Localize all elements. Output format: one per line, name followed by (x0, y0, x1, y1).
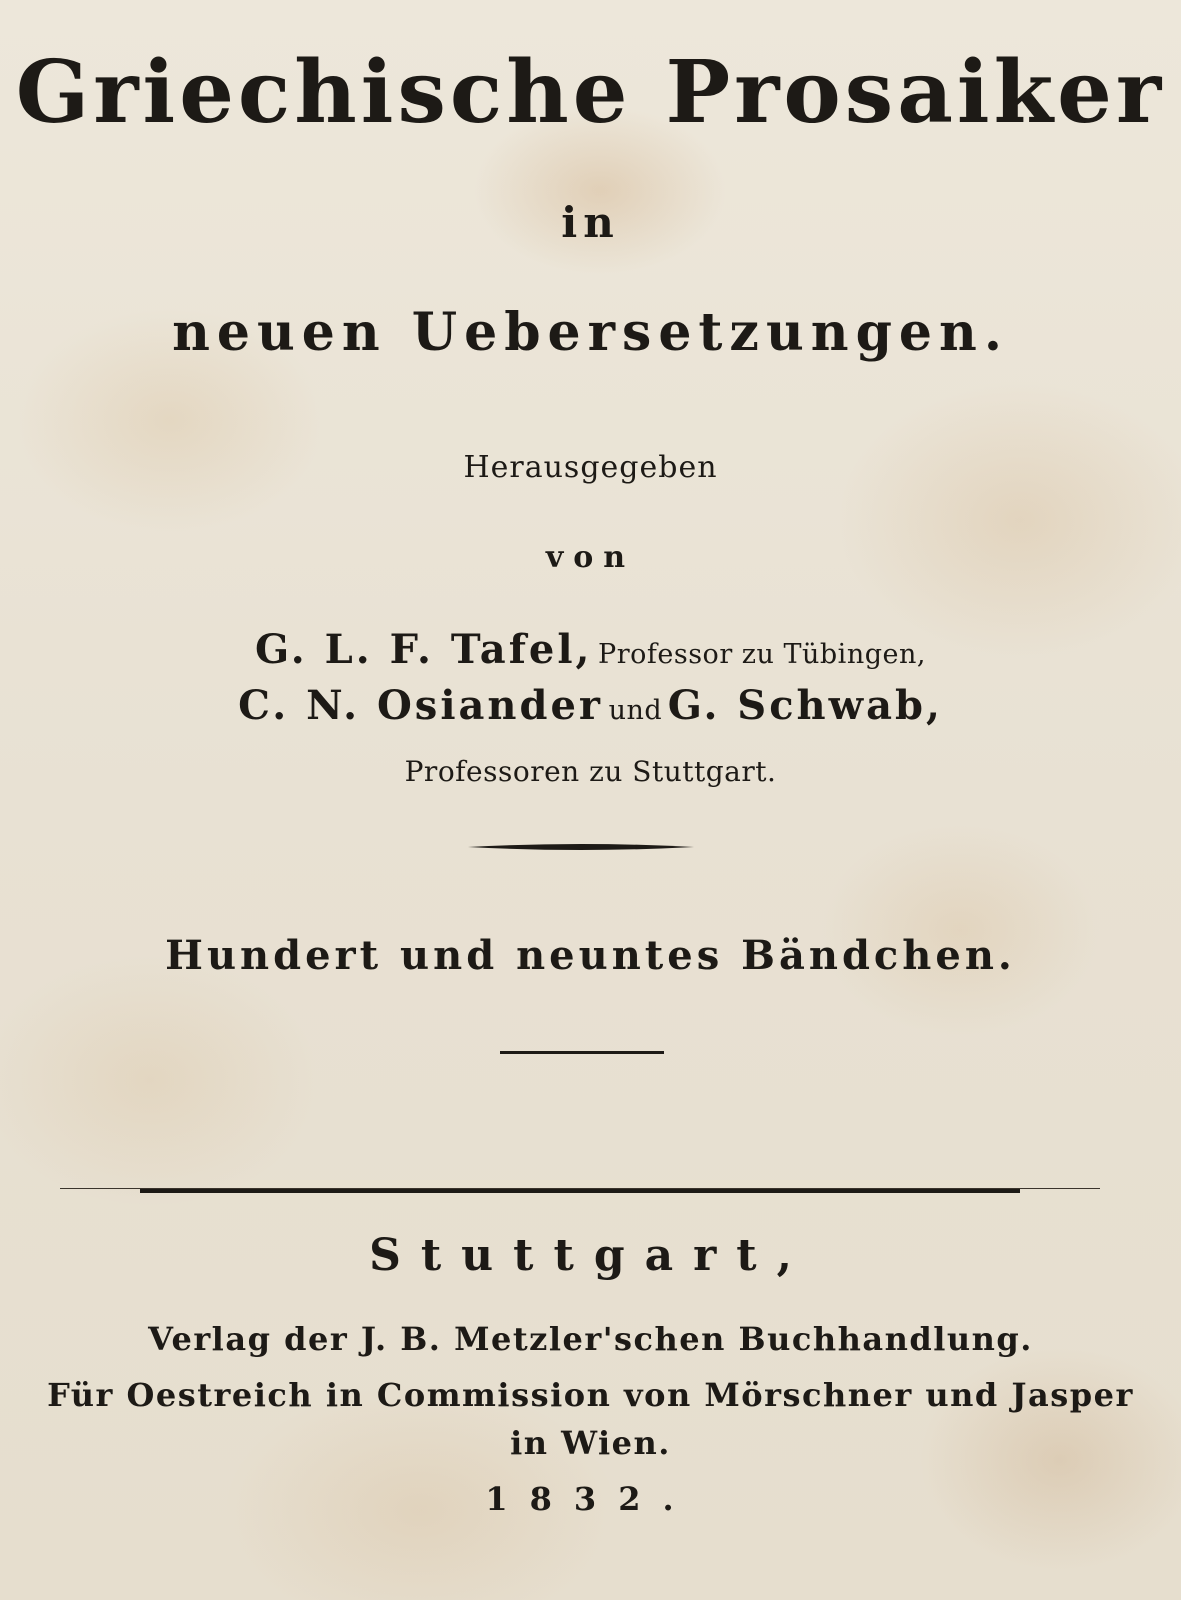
commission-line: Für Oestreich in Commission von Mörschner und Jasper (47, 1376, 1134, 1414)
editor-line-2 (0, 680, 1181, 740)
book-title: Griechische Prosaiker (15, 42, 1166, 143)
editor-2-name: C. N. Osiander (238, 682, 603, 729)
editors-affiliation: Professoren zu Stuttgart. (404, 755, 777, 788)
editor-3-name: G. Schwab, (667, 682, 943, 729)
commission-place: in Wien. (510, 1424, 671, 1462)
volume-number: Hundert und neuntes Bändchen. (165, 932, 1016, 979)
publication-city: Stuttgart, (369, 1230, 812, 1281)
title-conjunction: in (561, 198, 620, 247)
editor-1-affiliation: Professor zu Tübingen, (598, 639, 926, 670)
and-label: und (608, 695, 663, 726)
ornamental-rule (468, 840, 694, 854)
publication-year: 1832. (485, 1480, 696, 1518)
publisher-line: Verlag der J. B. Metzler'schen Buchhandlung. (148, 1320, 1033, 1358)
short-rule (500, 1051, 664, 1054)
by-label: von (545, 540, 636, 575)
editor-1-name: G. L. F. Tafel, (255, 626, 593, 673)
edited-by-label: Herausgegeben (463, 450, 718, 485)
editor-line-1 (0, 624, 1181, 684)
book-subtitle: neuen Uebersetzungen. (172, 302, 1009, 363)
double-rule (60, 1186, 1100, 1193)
